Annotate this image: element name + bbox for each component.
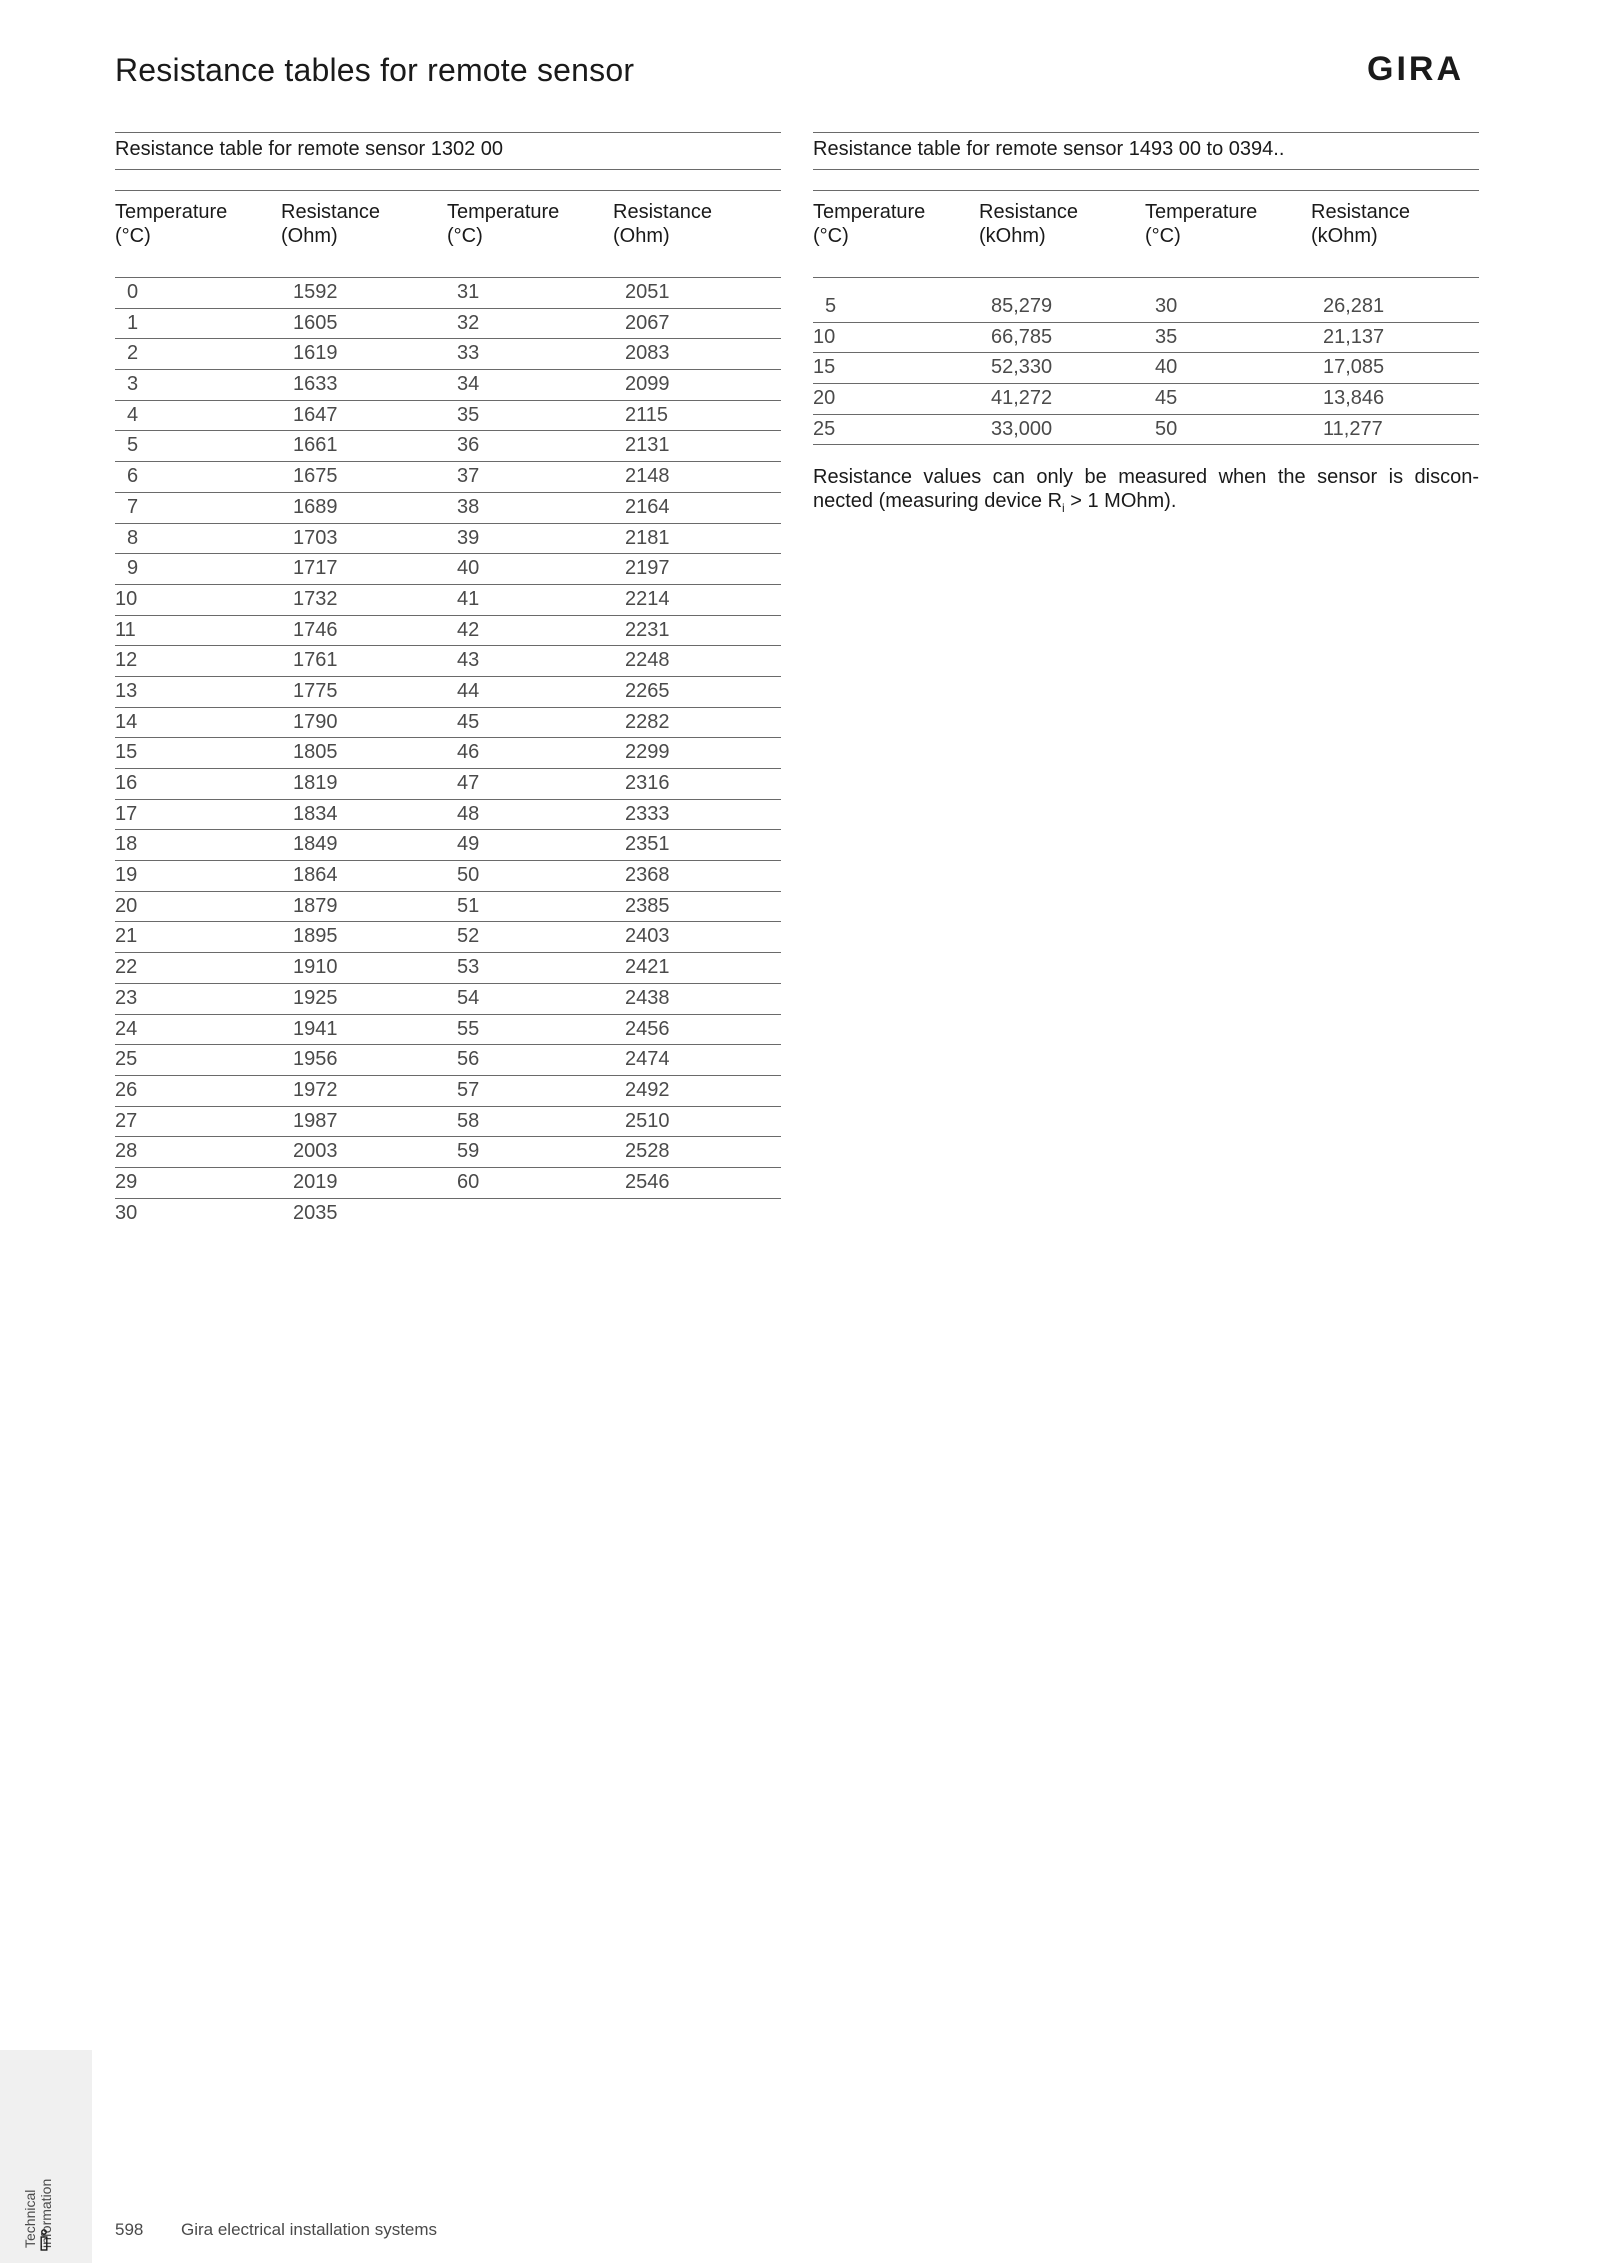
table-row — [115, 339, 781, 370]
table-row — [115, 1107, 781, 1138]
table-cell: 25 — [115, 1048, 138, 1071]
table-body — [115, 278, 781, 1229]
table-cell: 1864 — [293, 864, 338, 887]
table-cell: 2474 — [625, 1048, 670, 1071]
table-cell: 17,085 — [1323, 356, 1385, 379]
table-cell: 2546 — [625, 1170, 670, 1193]
table-cell: 17 — [115, 802, 138, 825]
table-row — [115, 892, 781, 923]
table-row — [115, 1199, 781, 1230]
table-cell: 2083 — [625, 342, 670, 365]
table-cell: 1775 — [293, 679, 338, 702]
gira-logo: GIRA — [1367, 50, 1464, 88]
table-row — [115, 1076, 781, 1107]
table-row — [115, 708, 781, 739]
table-cell: 28 — [115, 1140, 138, 1163]
table-cell: 27 — [115, 1109, 138, 1132]
table-row — [813, 353, 1479, 384]
table-cell: 2035 — [293, 1201, 338, 1224]
table-row — [115, 1015, 781, 1046]
table-cell: 1 — [127, 311, 139, 334]
table-row — [115, 830, 781, 861]
table-cell: 1633 — [293, 373, 338, 396]
table-cell: 40 — [457, 557, 480, 580]
table-cell: 59 — [457, 1140, 480, 1163]
table-caption: Resistance table for remote sensor 1302 00 — [115, 132, 781, 170]
table-row — [115, 554, 781, 585]
header-temperature: Temperature (°C) — [447, 201, 560, 247]
table-cell: 46 — [457, 741, 480, 764]
table-row — [115, 953, 781, 984]
table-cell: 23 — [115, 986, 138, 1009]
table-cell: 2181 — [625, 526, 670, 549]
table-cell: 37 — [457, 465, 480, 488]
table-row — [115, 800, 781, 831]
table-row — [115, 278, 781, 309]
table-cell: 2131 — [625, 434, 670, 457]
table-cell: 2385 — [625, 894, 670, 917]
table-cell: 2528 — [625, 1140, 670, 1163]
table-cell: 1647 — [293, 403, 338, 426]
table-cell: 2164 — [625, 495, 670, 518]
table-cell: 2456 — [625, 1017, 670, 1040]
header-resistance: Resistance (kOhm) — [1311, 201, 1410, 247]
table-cell: 33,000 — [991, 417, 1053, 440]
table-cell: 1849 — [293, 833, 338, 856]
table-cell: 20 — [813, 387, 836, 410]
table-row — [115, 401, 781, 432]
table-cell: 1925 — [293, 986, 338, 1009]
table-cell: 40 — [1155, 356, 1178, 379]
table-cell: 52 — [457, 925, 480, 948]
table-cell: 2282 — [625, 710, 670, 733]
table-cell: 54 — [457, 986, 480, 1009]
table-cell: 1619 — [293, 342, 338, 365]
table-cell: 15 — [115, 741, 138, 764]
table-cell: 1717 — [293, 557, 338, 580]
table-cell: 44 — [457, 679, 480, 702]
table-cell: 4 — [127, 403, 139, 426]
table-cell: 38 — [457, 495, 480, 518]
table-row — [115, 1045, 781, 1076]
table-cell: 1895 — [293, 925, 338, 948]
table-cell: 49 — [457, 833, 480, 856]
table-cell: 5 — [825, 295, 837, 317]
table-cell: 1819 — [293, 772, 338, 794]
table-cell: 2099 — [625, 373, 670, 396]
table-cell: 5 — [127, 434, 139, 457]
table-cell: 2067 — [625, 311, 670, 334]
table-row — [115, 1168, 781, 1199]
table-row — [115, 677, 781, 708]
table-cell: 8 — [127, 526, 139, 549]
table-cell: 9 — [127, 557, 139, 580]
table-cell: 1732 — [293, 587, 338, 610]
table-row — [115, 646, 781, 677]
table-cell: 16 — [115, 772, 138, 794]
table-cell: 20 — [115, 894, 138, 917]
table-cell: 2214 — [625, 587, 670, 610]
page-number: 598 — [115, 2220, 144, 2239]
table-cell: 1987 — [293, 1109, 338, 1132]
table-cell: 2231 — [625, 618, 670, 641]
header-temperature: Temperature (°C) — [1145, 201, 1258, 247]
table-cell: 1834 — [293, 802, 338, 825]
table-cell: 1605 — [293, 311, 338, 334]
table-cell: 2510 — [625, 1109, 670, 1132]
table-cell: 18 — [115, 833, 138, 856]
table-cell: 2003 — [293, 1140, 338, 1163]
table-cell: 60 — [457, 1170, 480, 1193]
table-cell: 13 — [115, 679, 138, 702]
table-cell: 55 — [457, 1017, 480, 1040]
table-cell: 66,785 — [991, 325, 1053, 348]
table-cell: 2148 — [625, 465, 670, 488]
table-cell: 2421 — [625, 956, 670, 979]
header-temperature: Temperature (°C) — [813, 201, 926, 247]
table-row — [115, 861, 781, 892]
header-temperature: Temperature (°C) — [115, 201, 228, 247]
table-row — [115, 585, 781, 616]
table-cell: 1689 — [293, 495, 338, 518]
table-cell: 1805 — [293, 741, 338, 764]
table-row — [813, 292, 1479, 323]
table-cell: 1661 — [293, 434, 338, 457]
table-cell: 1592 — [293, 281, 338, 303]
table-cell: 2333 — [625, 802, 670, 825]
table-cell: 6 — [127, 465, 139, 488]
table-row — [115, 462, 781, 493]
table-cell: 2248 — [625, 649, 670, 672]
table-cell: 2265 — [625, 679, 670, 702]
table-cell: 1956 — [293, 1048, 338, 1071]
table-row — [115, 1137, 781, 1168]
table-cell: 2403 — [625, 925, 670, 948]
table-cell: 35 — [1155, 325, 1178, 348]
table-cell: 47 — [457, 772, 480, 794]
page-title: Resistance tables for remote sensor — [115, 52, 635, 88]
table-cell: 2115 — [625, 403, 669, 426]
table-row — [115, 922, 781, 953]
table-cell: 1761 — [293, 649, 338, 672]
table-cell: 45 — [457, 710, 480, 733]
table-cell: 41 — [457, 587, 480, 610]
table-cell: 1879 — [293, 894, 338, 917]
measurement-note: Resistance values can only be measured when the sensor is discon-nected (measuring device $R_i > 1$ MOhm). — [813, 466, 1479, 516]
table-cell: 42 — [457, 618, 480, 641]
table-cell: 32 — [457, 311, 480, 334]
table-caption: Resistance table for remote sensor 1493 00 to 0394.. — [813, 132, 1479, 170]
table-row — [115, 524, 781, 555]
table-row — [115, 984, 781, 1015]
info-icon — [40, 2229, 48, 2251]
table-row — [813, 384, 1479, 415]
table-cell: 1910 — [293, 956, 338, 979]
table-row — [115, 769, 781, 800]
table-cell: 53 — [457, 956, 480, 979]
table-cell: 1746 — [293, 618, 338, 641]
table-cell — [613, 1199, 779, 1230]
table-cell: 30 — [115, 1201, 138, 1224]
table-cell: 2 — [127, 342, 139, 365]
resistance-table-1302 — [115, 132, 781, 1229]
table-cell: 39 — [457, 526, 480, 549]
table-cell: 41,272 — [991, 387, 1053, 410]
section-label: Technical information — [22, 2178, 54, 2248]
table-cell: 14 — [115, 710, 138, 733]
table-cell: 11 — [115, 618, 136, 641]
table-cell: 51 — [457, 894, 480, 917]
table-cell: 2438 — [625, 986, 670, 1009]
header-resistance: Resistance (kOhm) — [979, 201, 1078, 247]
table-cell: 21,137 — [1323, 325, 1385, 348]
table-cell: 50 — [1155, 417, 1178, 440]
table-cell: 25 — [813, 417, 836, 440]
table-cell: 33 — [457, 342, 480, 365]
table-cell: 10 — [813, 325, 836, 348]
table-cell: 26 — [115, 1078, 138, 1101]
table-cell — [447, 1199, 613, 1230]
table-row — [115, 431, 781, 462]
table-cell: 2197 — [625, 557, 670, 580]
table-cell: 2351 — [625, 833, 670, 856]
table-row — [115, 309, 781, 340]
table-row — [813, 415, 1479, 446]
table-cell: 2299 — [625, 741, 670, 764]
table-cell: 1790 — [293, 710, 338, 733]
table-cell: 13,846 — [1323, 387, 1385, 410]
table-cell: 12 — [115, 649, 138, 672]
table-row — [115, 493, 781, 524]
table-cell: 34 — [457, 373, 480, 396]
table-cell: 26,281 — [1323, 295, 1385, 317]
table-row — [115, 738, 781, 769]
table-cell: 35 — [457, 403, 480, 426]
table-cell: 31 — [457, 281, 480, 303]
table-header-row — [115, 190, 781, 278]
table-row — [115, 616, 781, 647]
table-cell: 56 — [457, 1048, 480, 1071]
resistance-table-1493 — [813, 132, 1479, 520]
table-body — [813, 292, 1479, 445]
table-cell: 2368 — [625, 864, 670, 887]
footer-text: Gira electrical installation systems — [181, 2220, 438, 2239]
table-cell: 57 — [457, 1078, 480, 1101]
table-cell: 21 — [115, 925, 138, 948]
table-cell: 22 — [115, 956, 138, 979]
table-cell: 45 — [1155, 387, 1178, 410]
table-header-row — [813, 190, 1479, 278]
table-cell: 1941 — [293, 1017, 338, 1040]
table-cell: 2316 — [625, 772, 670, 794]
table-cell: 7 — [127, 495, 139, 518]
table-cell: 2051 — [625, 281, 670, 303]
table-cell: 2019 — [293, 1170, 338, 1193]
table-cell: 50 — [457, 864, 480, 887]
table-cell: 29 — [115, 1170, 138, 1193]
table-cell: 1972 — [293, 1078, 338, 1101]
table-cell: 36 — [457, 434, 480, 457]
table-row — [115, 370, 781, 401]
table-cell: 11,277 — [1323, 417, 1383, 440]
table-cell: 10 — [115, 587, 138, 610]
table-cell: 0 — [127, 281, 139, 303]
table-cell: 15 — [813, 356, 836, 379]
table-cell: 24 — [115, 1017, 138, 1040]
table-cell: 30 — [1155, 295, 1178, 317]
table-cell: 52,330 — [991, 356, 1053, 379]
table-cell: 48 — [457, 802, 480, 825]
table-row — [813, 323, 1479, 354]
table-cell: 58 — [457, 1109, 480, 1132]
table-cell: 2492 — [625, 1078, 670, 1101]
table-cell: 85,279 — [991, 295, 1053, 317]
header-resistance: Resistance (Ohm) — [613, 201, 712, 247]
table-cell: 19 — [115, 864, 138, 887]
table-cell: 3 — [127, 373, 139, 396]
table-cell: 1675 — [293, 465, 338, 488]
table-cell: 1703 — [293, 526, 338, 549]
table-cell: 43 — [457, 649, 480, 672]
header-resistance: Resistance (Ohm) — [281, 201, 380, 247]
